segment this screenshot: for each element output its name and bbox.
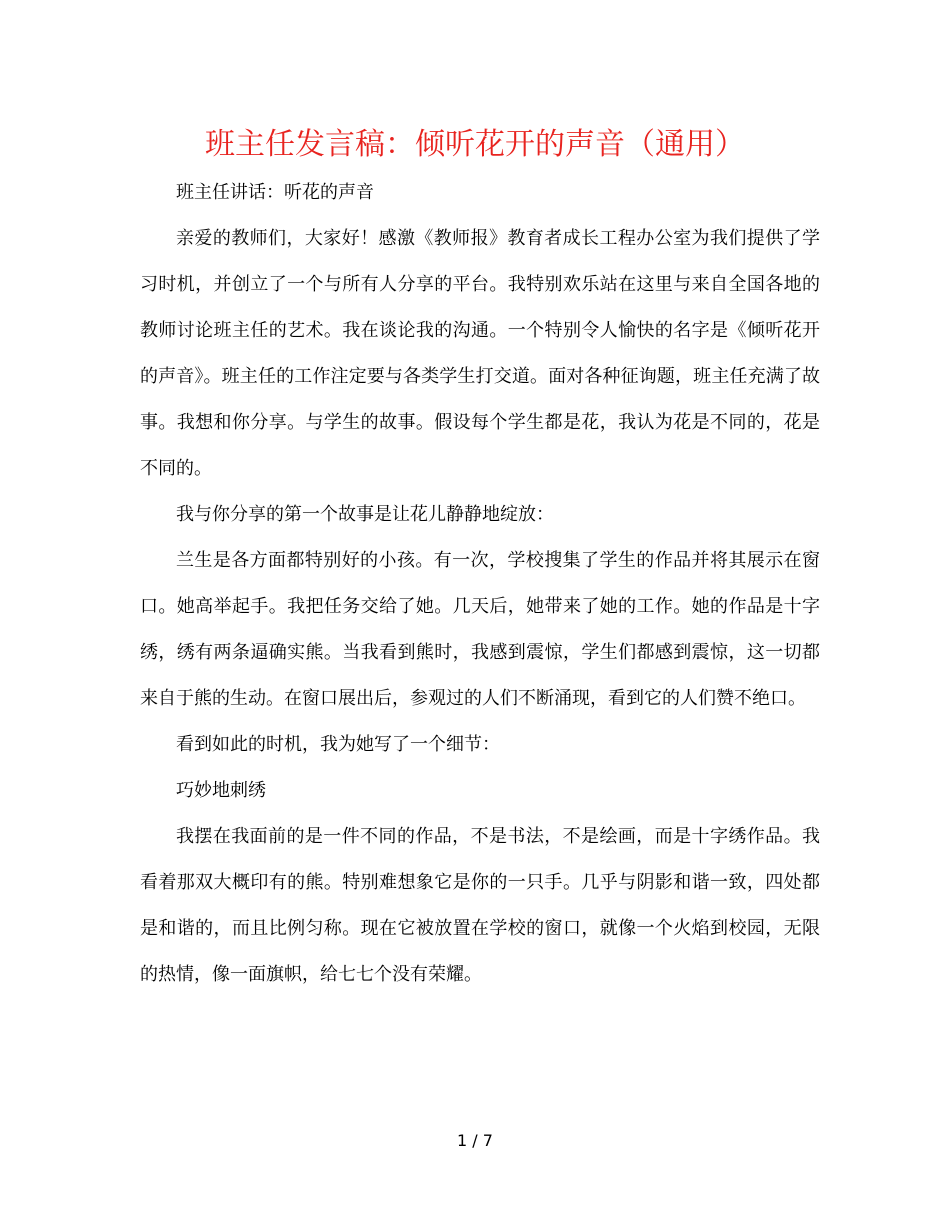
paragraph-embroidery-description: 我摆在我面前的是一件不同的作品，不是书法，不是绘画，而是十字绣作品。我看着那双大概印有的熊。特别难想象它是你的一只手。几乎与阴影和谐一致，四处都是和谐的，而且比例匀称。现在它被放置在学校的窗口，就像一个火焰到校园，无限的热情，像一面旗帜，给七七个没有荣耀。 [140, 826, 820, 985]
paragraph-first-story-intro: 我与你分享的第一个故事是让花儿静静地绽放： [176, 504, 554, 525]
paragraph-detail-heading: 巧妙地刺绣 [176, 780, 266, 801]
paragraph-subtitle: 班主任讲话：听花的声音 [176, 182, 374, 203]
paragraph-detail-intro: 看到如此的时机，我为她写了一个细节： [176, 734, 500, 755]
document-title: 班主任发言稿：倾听花开的声音（通用） [205, 127, 745, 162]
paragraph-lansheng-story: 兰生是各方面都特别好的小孩。有一次，学校搜集了学生的作品并将其展示在窗口。她高举起手。我把任务交给了她。几天后，她带来了她的工作。她的作品是十字绣，绣有两条逼确实熊。当我看到熊时，我感到震惊，学生们都感到震惊，这一切都来自于熊的生动。在窗口展出后，参观过的人们不断涌现，看到它的人们赞不绝口。 [140, 550, 820, 709]
page-number: 1 / 7 [457, 1131, 493, 1150]
paragraph-greeting: 亲爱的教师们，大家好！感激《教师报》教育者成长工程办公室为我们提供了学习时机，并创立了一个与所有人分享的平台。我特别欢乐站在这里与来自全国各地的教师讨论班主任的艺术。我在谈论我的沟通。一个特别令人愉快的名字是《倾听花开的声音》。班主任的工作注定要与各类学生打交道。面对各种征询题，班主任充满了故事。我想和你分享。与学生的故事。假设每个学生都是花，我认为花是不同的，花是不同的。 [140, 228, 820, 479]
document-body [140, 170, 820, 998]
